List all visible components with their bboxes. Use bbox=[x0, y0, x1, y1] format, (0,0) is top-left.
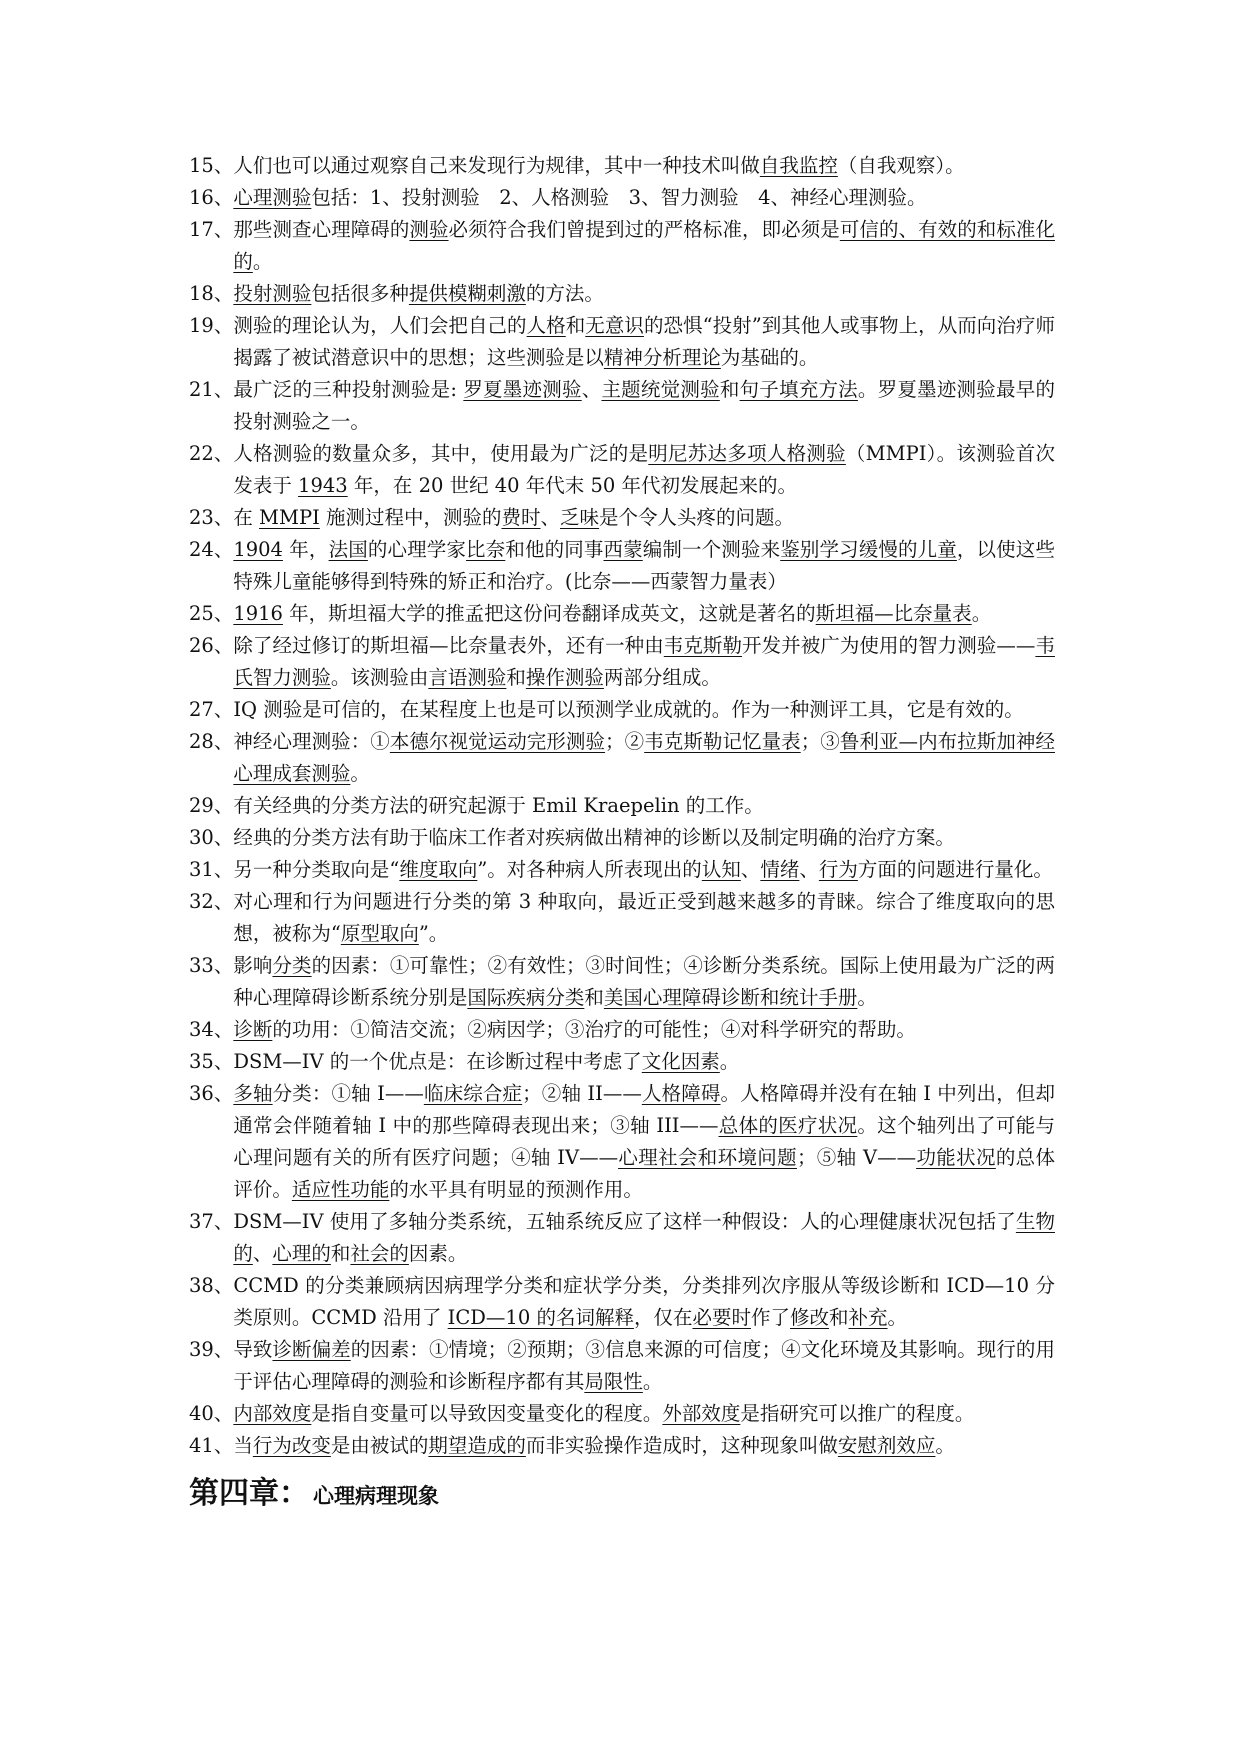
item-number: 33、 bbox=[189, 954, 234, 977]
numbered-list bbox=[189, 150, 1055, 1462]
key-term: 1916 bbox=[233, 602, 283, 625]
text-segment: 。 bbox=[350, 762, 370, 785]
text-segment: 经典的分类方法有助于临床工作者对疾病做出精神的诊断以及制定明确的治疗方案。 bbox=[233, 826, 955, 849]
text-segment: 的心理学家 bbox=[367, 538, 467, 561]
text-segment: 。罗夏墨迹测验最早的投射测验之一。 bbox=[233, 378, 1055, 433]
item-number: 36、 bbox=[189, 1082, 234, 1105]
text-segment: 。 bbox=[719, 1050, 740, 1073]
key-term: 内部效度 bbox=[233, 1402, 312, 1425]
key-term: 费时 bbox=[501, 506, 541, 529]
key-term: 操作测验 bbox=[525, 666, 604, 689]
text-segment: 和他的同事 bbox=[505, 538, 604, 561]
item-number: 18、 bbox=[189, 282, 234, 305]
key-term: 原型取向 bbox=[340, 922, 419, 945]
text-segment: ，以使这些特殊儿童能够得到特殊的矫正和治疗。(比奈——西蒙智力量表） bbox=[233, 538, 1055, 593]
key-term: 认知 bbox=[701, 858, 741, 881]
text-segment: 神经心理测验：① bbox=[233, 730, 390, 753]
key-term: 功能状况 bbox=[916, 1146, 996, 1169]
key-term: 测验 bbox=[409, 218, 449, 241]
item-text bbox=[233, 310, 1055, 374]
item-text bbox=[233, 1398, 1055, 1430]
item-text bbox=[233, 438, 1055, 502]
key-term: 行为改变 bbox=[252, 1434, 331, 1457]
text-segment: 和 bbox=[584, 986, 604, 1009]
item-number: 30、 bbox=[189, 826, 234, 849]
key-term: 1943 bbox=[298, 474, 348, 497]
text-segment: 为基础的。 bbox=[720, 346, 819, 369]
key-term: 局限性 bbox=[584, 1370, 643, 1393]
key-term: 期望造成的 bbox=[428, 1434, 526, 1457]
item-number: 22、 bbox=[189, 442, 234, 465]
key-term: 心理社会和环境问题 bbox=[618, 1146, 797, 1169]
text-segment: 年， bbox=[282, 538, 329, 561]
text-segment: 当 bbox=[233, 1434, 253, 1457]
key-term: 临床综合症 bbox=[423, 1082, 523, 1105]
list-item bbox=[189, 630, 1055, 694]
text-segment: 施测过程中，测验的 bbox=[319, 506, 502, 529]
key-term: 明尼苏达多项人格测验 bbox=[648, 442, 846, 465]
key-term: 社会的 bbox=[350, 1242, 409, 1265]
item-text bbox=[233, 1078, 1055, 1206]
list-item bbox=[189, 1334, 1055, 1398]
list-item bbox=[189, 150, 1055, 182]
item-text bbox=[233, 534, 1055, 598]
key-term: 诊断 bbox=[233, 1018, 273, 1041]
chapter-title: 心理病理现象 bbox=[313, 1484, 439, 1508]
item-text bbox=[233, 278, 1055, 310]
list-item bbox=[189, 1078, 1055, 1206]
key-term: 无意识 bbox=[585, 314, 644, 337]
text-segment: 是由被试的 bbox=[330, 1434, 429, 1457]
list-item bbox=[189, 310, 1055, 374]
text-segment: ；⑤轴 V—— bbox=[796, 1146, 917, 1169]
key-term: 本德尔视觉运动完形测验 bbox=[389, 730, 606, 753]
item-number: 35、 bbox=[189, 1050, 234, 1073]
key-term: 斯坦福—比奈量表 bbox=[815, 602, 972, 625]
key-term: ICD—10 的名词解释 bbox=[447, 1306, 634, 1329]
chapter-heading bbox=[189, 1468, 1055, 1512]
list-item bbox=[189, 1014, 1055, 1046]
text-segment: 、 bbox=[740, 858, 761, 881]
item-number: 21、 bbox=[189, 378, 234, 401]
item-number: 37、 bbox=[189, 1210, 234, 1233]
key-term: 精神分析理论 bbox=[603, 346, 721, 369]
text-segment: 。 bbox=[935, 1434, 955, 1457]
text-segment: 的功用：①简洁交流；②病因学；③治疗的可能性；④对科学研究的帮助。 bbox=[272, 1018, 916, 1041]
key-term: 提供模糊刺激 bbox=[408, 282, 526, 305]
key-term: 外部效度 bbox=[662, 1402, 741, 1425]
key-term: 总体的医疗状况 bbox=[718, 1114, 858, 1137]
item-text bbox=[233, 182, 1055, 214]
key-term: 可信的、有效的和标准化的 bbox=[233, 218, 1055, 273]
item-text bbox=[233, 1206, 1055, 1270]
text-segment: 的因素：①情境；②预期；③信息来源的可信度；④文化环境及其影响。现行的用于评估心理障碍的测验和诊断程序都有其 bbox=[233, 1338, 1055, 1393]
key-term: 情绪 bbox=[760, 858, 800, 881]
text-segment: 、 bbox=[540, 506, 561, 529]
item-text bbox=[233, 150, 1055, 182]
list-item bbox=[189, 598, 1055, 630]
key-term: 安慰剂效应 bbox=[837, 1434, 936, 1457]
text-segment: ”。 bbox=[418, 922, 449, 945]
list-item bbox=[189, 854, 1055, 886]
text-segment: ，仅在 bbox=[633, 1306, 693, 1329]
list-item bbox=[189, 822, 1055, 854]
chapter-number: 第四章： bbox=[189, 1476, 309, 1511]
text-segment: 最广泛的三种投射测验是: bbox=[233, 378, 464, 401]
item-number: 17、 bbox=[189, 218, 234, 241]
text-segment: 的恐惧“投射”到其他人或事物上，从而向治疗师揭露了被试潜意识中的思想；这些测验是以 bbox=[233, 314, 1055, 369]
list-item bbox=[189, 1046, 1055, 1078]
text-segment: 是指自变量可以导致因变量变化的程度。 bbox=[311, 1402, 663, 1425]
text-segment: 的因素：①可靠性；②有效性；③时间性；④诊断分类系统。国际上使用最为广泛的两种心理障碍诊断系统分别是 bbox=[233, 954, 1055, 1009]
item-number: 28、 bbox=[189, 730, 234, 753]
text-segment: 、 bbox=[252, 1242, 273, 1265]
text-segment: 另一种分类取向是“ bbox=[233, 858, 400, 881]
text-segment: 方面的问题进行量化。 bbox=[857, 858, 1053, 881]
key-term: 文化因素 bbox=[641, 1050, 720, 1073]
text-segment: 影响 bbox=[233, 954, 273, 977]
text-segment: 年，在 20 世纪 40 年代末 50 年代初发展起来的。 bbox=[347, 474, 798, 497]
text-segment: 有关经典的分类方法的研究起源于 Emil Kraepelin 的工作。 bbox=[233, 794, 764, 817]
item-text bbox=[233, 502, 1055, 534]
key-term: 自我监控 bbox=[759, 154, 838, 177]
text-segment: 测验的理论认为，人们会把自己的 bbox=[233, 314, 527, 337]
key-term: 修改 bbox=[790, 1306, 830, 1329]
text-segment: 。人格障碍并没有在轴 I 中列出，但却通常会伴随着轴 I 中的那些障碍表现出来；③轴 III—— bbox=[233, 1082, 1055, 1137]
key-term: 补充 bbox=[848, 1306, 888, 1329]
key-term: 鲁利亚—内布拉斯加神经心理成套测验 bbox=[233, 730, 1055, 785]
text-segment: 。这个轴列出了可能与心理问题有关的所有医疗问题；④轴 IV—— bbox=[233, 1114, 1055, 1169]
key-term: 韦克斯勒记忆量表 bbox=[644, 730, 801, 753]
text-segment: 人们也可以通过观察自己来发现行为规律，其中一种技术叫做 bbox=[233, 154, 760, 177]
list-item bbox=[189, 182, 1055, 214]
key-term: 心理的 bbox=[272, 1242, 331, 1265]
key-term: 比奈 bbox=[466, 538, 506, 561]
item-text bbox=[233, 1334, 1055, 1398]
text-segment: 和 bbox=[506, 666, 526, 689]
text-segment: 。 bbox=[642, 1370, 663, 1393]
key-term: 鉴别学习缓慢的儿童 bbox=[780, 538, 957, 561]
item-text bbox=[233, 726, 1055, 790]
list-item bbox=[189, 214, 1055, 278]
list-item bbox=[189, 438, 1055, 502]
item-number: 32、 bbox=[189, 890, 234, 913]
item-text bbox=[233, 854, 1055, 886]
key-term: 1904 bbox=[233, 538, 283, 561]
text-segment: 。该测验由 bbox=[330, 666, 429, 689]
text-segment: 包括很多种 bbox=[311, 282, 409, 305]
text-segment: 和 bbox=[330, 1242, 351, 1265]
key-term: 罗夏墨迹测验 bbox=[463, 378, 582, 401]
key-term: 美国心理障碍诊断和统计手册 bbox=[603, 986, 858, 1009]
item-number: 24、 bbox=[189, 538, 234, 561]
text-segment: 年，斯坦福大学的推孟把这份问卷翻译成英文，这就是著名的 bbox=[282, 602, 816, 625]
list-item bbox=[189, 1270, 1055, 1334]
text-segment: 和 bbox=[565, 314, 586, 337]
text-segment: 是指研究可以推广的程度。 bbox=[740, 1402, 975, 1425]
text-segment: ；③ bbox=[800, 730, 840, 753]
text-segment: ；②轴 II—— bbox=[522, 1082, 642, 1105]
item-number: 25、 bbox=[189, 602, 234, 625]
key-term: 诊断偏差 bbox=[272, 1338, 351, 1361]
item-number: 23、 bbox=[189, 506, 234, 529]
key-term: 法国 bbox=[328, 538, 368, 561]
key-term: MMPI bbox=[259, 506, 320, 529]
text-segment: ；② bbox=[605, 730, 645, 753]
text-segment: 导致 bbox=[233, 1338, 273, 1361]
document-page bbox=[189, 150, 1055, 1512]
item-number: 15、 bbox=[189, 154, 234, 177]
item-number: 39、 bbox=[189, 1338, 234, 1361]
item-number: 16、 bbox=[189, 186, 234, 209]
item-text bbox=[233, 886, 1055, 950]
key-term: 言语测验 bbox=[428, 666, 507, 689]
item-text bbox=[233, 694, 1055, 726]
key-term: 多轴 bbox=[233, 1082, 273, 1105]
key-term: 人格 bbox=[526, 314, 566, 337]
text-segment: 。 bbox=[887, 1306, 908, 1329]
text-segment: 的总体评价。 bbox=[233, 1146, 1055, 1201]
text-segment: 在 bbox=[233, 506, 260, 529]
text-segment: 、 bbox=[581, 378, 602, 401]
item-text bbox=[233, 1430, 1055, 1462]
list-item bbox=[189, 1398, 1055, 1430]
text-segment: 的方法。 bbox=[525, 282, 604, 305]
key-term: 行为 bbox=[818, 858, 858, 881]
item-number: 41、 bbox=[189, 1434, 234, 1457]
item-number: 40、 bbox=[189, 1402, 234, 1425]
list-item bbox=[189, 694, 1055, 726]
key-term: 适应性功能 bbox=[291, 1178, 390, 1201]
text-segment: 。 bbox=[971, 602, 992, 625]
item-text bbox=[233, 1270, 1055, 1334]
item-number: 38、 bbox=[189, 1274, 234, 1297]
key-term: 投射测验 bbox=[233, 282, 312, 305]
key-term: 韦氏智力测验 bbox=[233, 634, 1055, 689]
item-number: 31、 bbox=[189, 858, 234, 881]
text-segment: 作了 bbox=[750, 1306, 790, 1329]
key-term: 生物的 bbox=[233, 1210, 1055, 1265]
list-item bbox=[189, 1206, 1055, 1270]
list-item bbox=[189, 278, 1055, 310]
key-term: 人格障碍 bbox=[641, 1082, 721, 1105]
item-number: 34、 bbox=[189, 1018, 234, 1041]
text-segment: DSM—IV 使用了多轴分类系统，五轴系统反应了这样一种假设：人的心理健康状况包括了 bbox=[233, 1210, 1016, 1233]
item-text bbox=[233, 374, 1055, 438]
list-item bbox=[189, 374, 1055, 438]
key-term: 西蒙 bbox=[603, 538, 643, 561]
item-text bbox=[233, 630, 1055, 694]
key-term: 必要时 bbox=[692, 1306, 751, 1329]
text-segment: CCMD 的分类兼顾病因病理学分类和症状学分类，分类排列次序服从等级诊断和 ICD—10 分类原则。CCMD 沿用了 bbox=[233, 1274, 1055, 1329]
list-item bbox=[189, 534, 1055, 598]
key-term: 主题统觉测验 bbox=[601, 378, 720, 401]
item-text bbox=[233, 1014, 1055, 1046]
item-text bbox=[233, 1046, 1055, 1078]
item-number: 29、 bbox=[189, 794, 234, 817]
text-segment: 而非实验操作造成时，这种现象叫做 bbox=[525, 1434, 838, 1457]
list-item bbox=[189, 502, 1055, 534]
key-term: 维度取向 bbox=[399, 858, 478, 881]
item-number: 26、 bbox=[189, 634, 234, 657]
text-segment: 人格测验的数量众多，其中，使用最为广泛的是 bbox=[233, 442, 649, 465]
text-segment: 除了经过修订的斯坦福—比奈量表外，还有一种由 bbox=[233, 634, 664, 657]
text-segment: DSM—IV 的一个优点是：在诊断过程中考虑了 bbox=[233, 1050, 642, 1073]
text-segment: 是个令人头疼的问题。 bbox=[599, 506, 795, 529]
item-number: 27、 bbox=[189, 698, 234, 721]
text-segment: ”。对各种病人所表现出的 bbox=[477, 858, 702, 881]
text-segment: 。 bbox=[857, 986, 877, 1009]
text-segment: 因素。 bbox=[408, 1242, 468, 1265]
list-item bbox=[189, 886, 1055, 950]
text-segment: 和 bbox=[829, 1306, 849, 1329]
key-term: 国际疾病分类 bbox=[467, 986, 585, 1009]
text-segment: 编制一个测验来 bbox=[642, 538, 781, 561]
list-item bbox=[189, 790, 1055, 822]
text-segment: （MMPI）。该测验首次发表于 bbox=[233, 442, 1055, 497]
key-term: 句子填充方法 bbox=[739, 378, 858, 401]
text-segment: 。 bbox=[252, 250, 273, 273]
item-text bbox=[233, 822, 1055, 854]
key-term: 乏味 bbox=[560, 506, 600, 529]
text-segment: 、 bbox=[799, 858, 819, 881]
key-term: 心理测验 bbox=[233, 186, 312, 209]
text-segment: 对心理和行为问题进行分类的第 3 种取向，最近正受到越来越多的青睐。综合了维度取向的思想，被称为“ bbox=[233, 890, 1055, 945]
list-item bbox=[189, 726, 1055, 790]
text-segment: 和 bbox=[719, 378, 740, 401]
text-segment: IQ 测验是可信的，在某程度上也是可以预测学业成就的。作为一种测评工具，它是有效的。 bbox=[233, 698, 1024, 721]
text-segment: 开发并被广为使用的智力测验—— bbox=[742, 634, 1036, 657]
text-segment: 必须符合我们曾提到过的严格标准，即必须是 bbox=[448, 218, 840, 241]
key-term: 分类 bbox=[272, 954, 312, 977]
list-item bbox=[189, 1430, 1055, 1462]
item-number: 19、 bbox=[189, 314, 234, 337]
text-segment: 那些测查心理障碍的 bbox=[233, 218, 410, 241]
list-item bbox=[189, 950, 1055, 1014]
text-segment: 包括：1、投射测验 2、人格测验 3、智力测验 4、神经心理测验。 bbox=[311, 186, 927, 209]
item-text bbox=[233, 790, 1055, 822]
item-text bbox=[233, 598, 1055, 630]
text-segment: 分类：①轴 I—— bbox=[272, 1082, 424, 1105]
text-segment: 两部分组成。 bbox=[603, 666, 721, 689]
item-text bbox=[233, 950, 1055, 1014]
item-text bbox=[233, 214, 1055, 278]
text-segment: （自我观察）。 bbox=[837, 154, 965, 177]
text-segment: 的水平具有明显的预测作用。 bbox=[389, 1178, 643, 1201]
key-term: 韦克斯勒 bbox=[663, 634, 743, 657]
